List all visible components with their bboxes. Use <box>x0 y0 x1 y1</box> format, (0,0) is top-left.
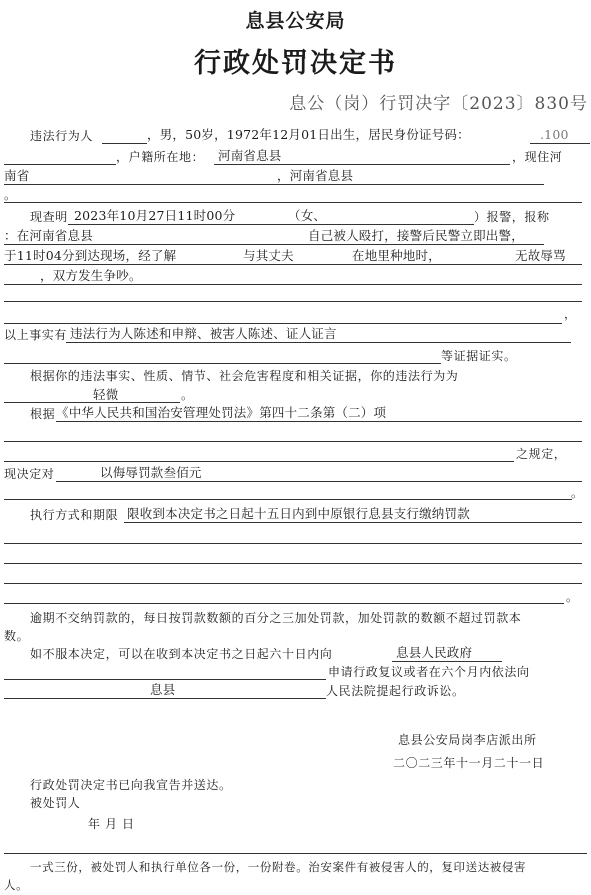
facts-line3-a: 于11时04分到达现场，经了解 <box>4 248 177 263</box>
execution-prefix: 执行方式和期限 <box>30 508 119 522</box>
law-value: 《中华人民共和国治安管理处罚法》第四十二条第（二）项 <box>56 405 387 420</box>
receipt-date-placeholder: 年 月 日 <box>88 817 135 831</box>
facts-line-3 <box>4 264 582 265</box>
facts-line-6 <box>4 323 562 324</box>
delivery-notice: 行政处罚决定书已向我宣告并送达。 <box>30 778 232 792</box>
facts-line3-c: 在地里种地时， <box>352 248 441 263</box>
execution-line-5 <box>4 603 564 604</box>
issue-date: 二〇二三年十一月二十一日 <box>393 756 545 770</box>
decision-line-1 <box>56 481 582 482</box>
residence-label: ，现住河 <box>512 150 563 164</box>
facts-line-4 <box>4 284 582 285</box>
report-time: 2023年10月27日11时00分 <box>74 208 236 223</box>
document-number: 息公（岗）行罚决字〔2023〕830号 <box>289 94 588 114</box>
facts-line-1 <box>68 224 474 225</box>
decision-line-2 <box>4 499 572 500</box>
facts-line3-b: 与其丈夫 <box>243 248 294 263</box>
evidence-prefix: 以上事实有 <box>4 328 68 342</box>
appeal-government-line <box>392 661 502 662</box>
judgment-basis: 根据你的违法事实、性质、情节、社会危害程度和相关证据，你的违法行为为 <box>30 369 459 383</box>
appeal-court: 息县 <box>150 682 176 697</box>
execution-line-2 <box>4 543 582 544</box>
residence-cont: 南省 <box>4 168 30 183</box>
report-close: ）报警，报称 <box>474 210 550 224</box>
law-line-1 <box>56 421 582 422</box>
reporter-info: （女、 <box>288 208 327 223</box>
violator-label: 违法行为人 <box>30 129 94 143</box>
facts-line3-d: 无故辱骂 <box>515 248 566 263</box>
violator-basic-info: ，男，50岁，1972年12月01日出生，居民身份证号码： <box>147 127 470 142</box>
judgment-line <box>4 402 180 403</box>
evidence-line-1 <box>66 342 571 343</box>
footer-divider <box>4 853 587 854</box>
household-line <box>214 164 510 165</box>
execution-line-3 <box>4 563 582 564</box>
law-line-3 <box>4 461 514 462</box>
violator-id-number: .100 <box>540 127 569 142</box>
facts-line-5 <box>4 301 582 302</box>
appeal-line3-text: 人民法院提起行政诉讼。 <box>326 684 465 698</box>
decision-period: 。 <box>571 486 584 500</box>
late-penalty-line2: 数。 <box>4 629 30 643</box>
appeal-prefix: 如不服本决定，可以在收到本决定书之日起六十日内向 <box>30 647 333 661</box>
law-prefix: 根据 <box>30 407 56 421</box>
recipient-label: 被处罚人 <box>30 796 81 810</box>
residence-line <box>4 184 544 185</box>
footer-line1: 一式三份，被处罚人和执行单位各一份，一份附卷。治安案件有被侵害人的，复印送达被侵害 <box>30 860 527 874</box>
household-label: ，户籍所在地： <box>116 150 205 164</box>
execution-period: 。 <box>566 590 579 604</box>
id-line-continued <box>4 164 116 165</box>
agency-name: 息县公安局 <box>245 10 346 32</box>
facts-intro: 现查明 <box>30 210 68 224</box>
evidence-line-2 <box>4 363 441 364</box>
law-suffix: 之规定， <box>516 447 567 461</box>
facts-comma: ， <box>564 307 577 321</box>
judgment-period: 。 <box>181 388 194 402</box>
facts-line4: ，双方发生争吵。 <box>40 268 142 283</box>
document-title: 行政处罚决定书 <box>194 48 397 79</box>
footer-line2: 人。 <box>4 878 29 892</box>
facts-line2-b: 自己被人殴打，接警后民警立即出警， <box>308 228 524 243</box>
appeal-line2-text: 申请行政复议或者在六个月内依法向 <box>328 665 530 679</box>
violator-end-line <box>4 202 582 203</box>
decision-prefix: 现决定对 <box>4 467 55 481</box>
late-penalty-line1: 逾期不交纳罚款的，每日按罚款数额的百分之三加处罚款，加处罚款的数额不超过罚款本 <box>30 611 522 625</box>
issuing-unit: 息县公安局岗李店派出所 <box>398 733 537 747</box>
id-number-line <box>530 143 590 144</box>
appeal-line-2 <box>4 679 326 680</box>
law-line-2 <box>4 441 582 442</box>
violator-period: 。 <box>4 188 17 202</box>
residence-value: ，河南省息县 <box>277 168 354 183</box>
facts-line2-a: ：在河南省息县 <box>4 228 93 243</box>
violator-name-blank <box>102 143 147 144</box>
facts-line-2 <box>4 244 544 245</box>
decision-value: 以侮辱罚款叁佰元 <box>100 465 202 480</box>
appeal-court-line <box>4 698 326 699</box>
execution-line-4 <box>4 583 582 584</box>
evidence-suffix: 等证据证实。 <box>441 349 517 363</box>
household-value: 河南省息县 <box>218 148 282 163</box>
execution-line-1 <box>124 522 582 523</box>
appeal-government: 息县人民政府 <box>396 645 473 660</box>
judgment-level: 轻微 <box>93 387 119 402</box>
execution-value: 限收到本决定书之日起十五日内到中原银行息县支行缴纳罚款 <box>127 506 470 521</box>
evidence-value: 违法行为人陈述和申辩、被害人陈述、证人证言 <box>70 326 337 341</box>
